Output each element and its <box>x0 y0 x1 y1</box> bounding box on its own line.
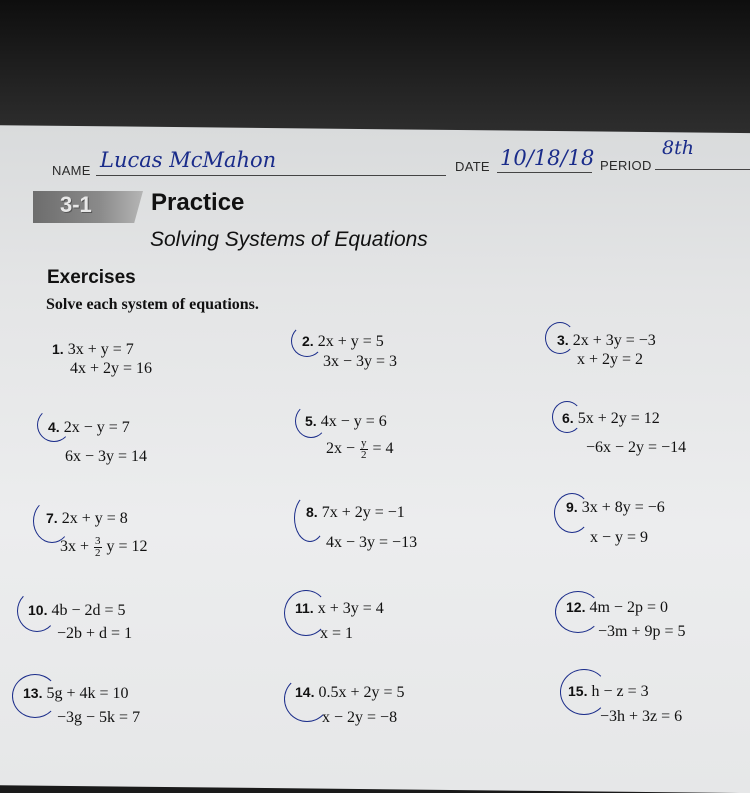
hand-circle-mark <box>37 408 71 442</box>
problem-7-eq2 <box>60 536 148 559</box>
period-value: 8th <box>662 137 694 159</box>
problem-11-eq2 <box>320 626 353 642</box>
problem-14-eq2 <box>322 710 397 726</box>
equation: −3m + 9p = 5 <box>598 623 686 640</box>
numerator: 3 <box>95 535 101 547</box>
hand-circle-mark <box>284 676 330 722</box>
hand-circle-mark <box>291 325 323 357</box>
equation: x + 2y = 2 <box>577 351 644 368</box>
name-value: Lucas McMahon <box>100 148 277 172</box>
equation: 4x + 2y = 16 <box>70 360 153 377</box>
hand-circle-mark <box>554 493 590 533</box>
background-dark <box>0 0 750 135</box>
hand-circle-mark <box>284 590 328 636</box>
problem-number: 1. <box>52 341 64 357</box>
equation: 3x + 8y = −6 <box>581 499 665 516</box>
equation: x + 3y = 4 <box>317 600 384 617</box>
hand-circle-mark <box>12 674 58 718</box>
problem-3-eq2 <box>577 352 643 368</box>
equation: 4m − 2p = 0 <box>589 599 668 616</box>
problem-number: 9. <box>566 499 578 515</box>
equation-part: y = 12 <box>106 538 148 556</box>
name-line <box>96 175 446 176</box>
page-title: Practice <box>151 189 245 216</box>
equation: 2x − y = 7 <box>63 419 130 436</box>
section-title: Exercises <box>47 267 136 288</box>
problem-1-eq2 <box>70 361 152 377</box>
denominator: 2 <box>361 449 367 461</box>
fraction <box>360 438 368 461</box>
equation: 2x + y = 5 <box>317 333 384 350</box>
equation: x − y = 9 <box>590 529 649 546</box>
problem-2-eq2 <box>323 354 397 370</box>
problem-number: 2. <box>302 333 314 349</box>
hand-circle-mark <box>555 591 601 633</box>
equation: h − z = 3 <box>591 683 649 700</box>
problem-number: 5. <box>305 413 317 429</box>
equation: 4b − 2d = 5 <box>51 602 126 619</box>
hand-circle-mark <box>545 322 575 354</box>
instructions: Solve each system of equations. <box>46 296 259 313</box>
equation-part: 2x − <box>326 440 356 458</box>
name-label: NAME <box>52 163 91 178</box>
problem-8-eq2 <box>326 535 417 551</box>
problem-1 <box>52 342 134 358</box>
problem-number: 7. <box>46 510 58 526</box>
problem-number: 13. <box>23 685 43 701</box>
equation-part: 3x + <box>60 538 90 556</box>
problem-6-eq2 <box>586 440 686 456</box>
problem-number: 6. <box>562 410 574 426</box>
equation-part: = 4 <box>372 440 394 458</box>
equation: 7x + 2y = −1 <box>321 504 405 521</box>
hand-circle-mark <box>552 401 582 433</box>
equation: 5g + 4k = 10 <box>46 685 129 702</box>
problem-12-eq2 <box>598 624 686 640</box>
hand-circle-mark <box>33 499 71 543</box>
equation: 6x − 3y = 14 <box>65 448 148 465</box>
date-line <box>497 172 592 173</box>
equation: 4x − y = 6 <box>320 413 387 430</box>
page-subtitle: Solving Systems of Equations <box>150 228 428 251</box>
equation: −6x − 2y = −14 <box>586 439 687 456</box>
hand-circle-mark <box>560 669 608 715</box>
problem-13-eq2 <box>57 710 140 726</box>
problem-9-eq2 <box>590 530 648 546</box>
problem-number: 15. <box>568 683 588 699</box>
equation: 0.5x + 2y = 5 <box>318 684 405 701</box>
problem-number: 12. <box>566 599 586 615</box>
equation: −3h + 3z = 6 <box>600 708 683 725</box>
equation: 3x − 3y = 3 <box>323 353 398 370</box>
problem-number: 14. <box>295 684 315 700</box>
equation: 2x + 3y = −3 <box>572 332 656 349</box>
problem-number: 3. <box>557 332 569 348</box>
problem-15-eq2 <box>600 709 682 725</box>
numerator: y <box>361 437 367 449</box>
problem-number: 4. <box>48 419 60 435</box>
equation: 4x − 3y = −13 <box>326 534 418 551</box>
equation: x = 1 <box>320 625 354 642</box>
period-label: PERIOD <box>600 158 652 173</box>
problem-number: 10. <box>28 602 48 618</box>
problem-5-eq2 <box>326 438 394 461</box>
period-line <box>655 169 750 170</box>
equation: 3x + y = 7 <box>67 341 134 358</box>
hand-circle-mark <box>17 590 57 632</box>
equation: −2b + d = 1 <box>57 625 133 642</box>
date-label: DATE <box>455 159 490 174</box>
fraction <box>94 536 102 559</box>
problem-10-eq2 <box>57 626 132 642</box>
equation: 2x + y = 8 <box>61 510 128 527</box>
problem-number: 8. <box>306 504 318 520</box>
date-value: 10/18/18 <box>500 146 595 170</box>
hand-circle-mark <box>295 404 327 438</box>
equation: 5x + 2y = 12 <box>577 410 660 427</box>
equation: −3g − 5k = 7 <box>57 709 141 726</box>
equation: x − 2y = −8 <box>322 709 398 726</box>
denominator: 2 <box>95 547 101 559</box>
problem-4-eq2 <box>65 449 147 465</box>
hand-circle-mark <box>294 494 326 542</box>
lesson-number: 3-1 <box>60 192 92 217</box>
problem-number: 11. <box>295 600 314 616</box>
